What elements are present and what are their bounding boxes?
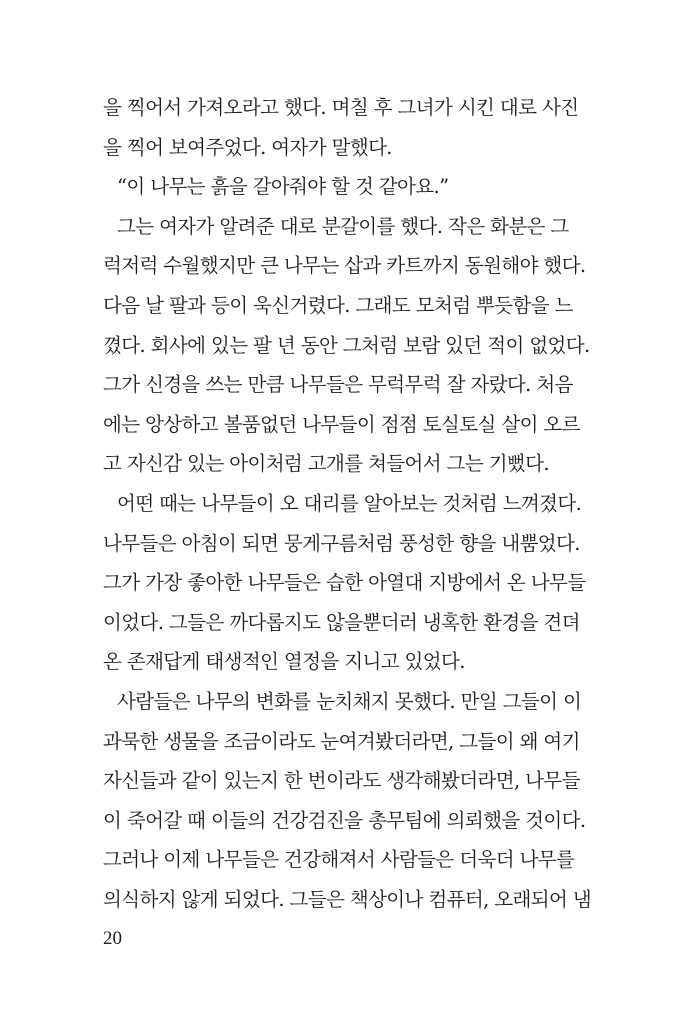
- paragraph-first-line: 어떤 때는 나무들이 오 대리를 알아보는 것처럼 느껴졌다.: [117, 491, 582, 515]
- text-line: 다음 날 팔과 등이 욱신거렸다. 그래도 모처럼 뿌듯함을 느: [103, 293, 573, 317]
- text-line: 럭저럭 수월했지만 큰 나무는 삽과 카트까지 동원해야 했다.: [103, 254, 586, 278]
- text-line: 이 죽어갈 때 이들의 건강검진을 총무팀에 의뢰했을 것이다.: [103, 808, 586, 832]
- text-line: 그가 가장 좋아한 나무들은 습한 아열대 지방에서 온 나무들: [103, 571, 586, 595]
- text-line: 이었다. 그들은 까다롭지도 않을뿐더러 냉혹한 환경을 견뎌: [103, 610, 580, 634]
- text-line: 그러나 이제 나무들은 건강해져서 사람들은 더욱더 나무를: [103, 848, 575, 872]
- paragraph-first-line: 사람들은 나무의 변화를 눈치채지 못했다. 만일 그들이 이: [117, 689, 582, 713]
- dialogue-line: “이 나무는 흙을 갈아줘야 할 것 같아요.”: [117, 175, 449, 199]
- text-line: 과묵한 생물을 조금이라도 눈여겨봤더라면, 그들이 왜 여기: [103, 729, 580, 753]
- paragraph-first-line: 그는 여자가 알려준 대로 분갈이를 했다. 작은 화분은 그: [117, 214, 569, 238]
- text-line: 나무들은 아침이 되면 뭉게구름처럼 풍성한 향을 내뿜었다.: [103, 531, 580, 555]
- page-number: 20: [103, 928, 122, 949]
- body-text: [103, 88, 592, 919]
- text-line: 자신들과 같이 있는지 한 번이라도 생각해봤더라면, 나무들: [103, 769, 580, 793]
- text-line: 을 찍어서 가져오라고 했다. 며칠 후 그녀가 시킨 대로 사진: [103, 96, 579, 119]
- text-line: 꼈다. 회사에 있는 팔 년 동안 그처럼 보람 있던 적이 없었다.: [103, 333, 590, 357]
- text-line: 을 찍어 보여주었다. 여자가 말했다.: [103, 135, 392, 159]
- text-line: 에는 앙상하고 볼품없던 나무들이 점점 토실토실 살이 오르: [103, 412, 580, 436]
- text-line: 고 자신감 있는 아이처럼 고개를 쳐들어서 그는 기뻤다.: [103, 452, 550, 476]
- text-line: 온 존재답게 태생적인 열정을 지니고 있었다.: [103, 650, 465, 674]
- text-line: 그가 신경을 쓰는 만큼 나무들은 무럭무럭 잘 자랐다. 처음: [103, 373, 573, 397]
- text-line: 의식하지 않게 되었다. 그들은 책상이나 컴퓨터, 오래되어 냄: [103, 887, 592, 911]
